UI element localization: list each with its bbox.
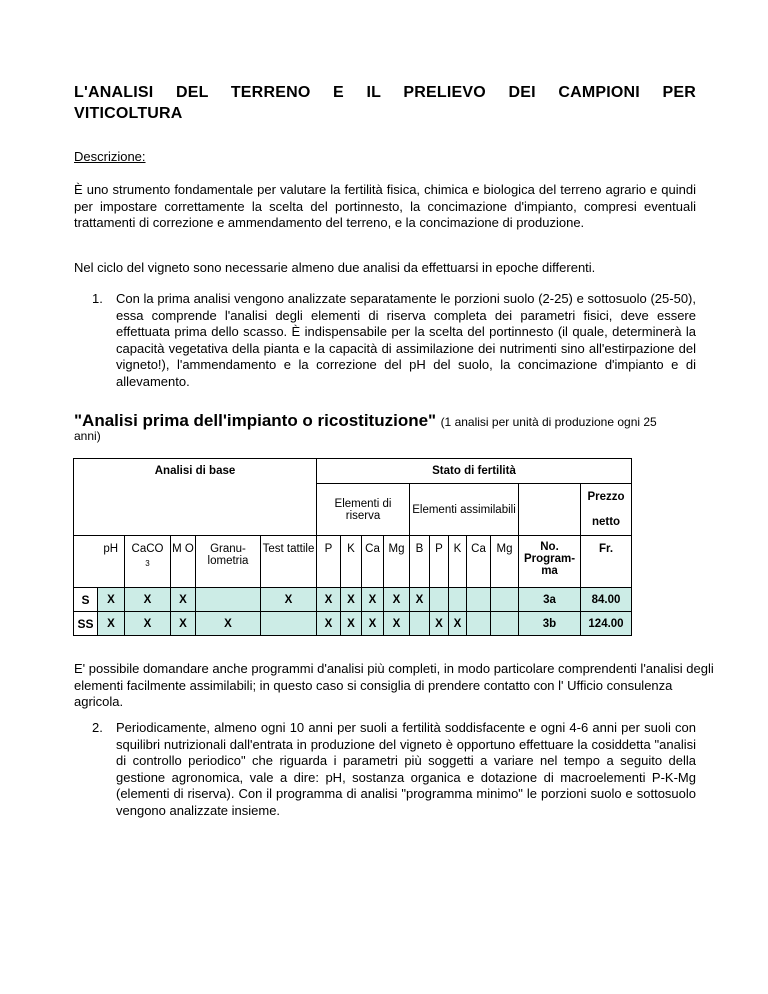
section-note: (1 analisi per unità di produzione ogni 25 (440, 415, 657, 429)
cell-fr: 84.00 (581, 588, 632, 612)
header-elementi-assimilabili: Elementi assimilabili (410, 484, 519, 536)
analysis-table (73, 458, 632, 636)
col-caco3 (125, 536, 171, 588)
col-assimilabili-ca: Ca (467, 536, 491, 588)
header-elementi-riserva: Elementi di riserva (317, 484, 410, 536)
col-mo: M O (171, 536, 196, 588)
col-assimilabili-k: K (449, 536, 467, 588)
cell-assimilabili-p (430, 588, 449, 612)
cell-granulometria: X (196, 612, 261, 636)
col-caco-label: CaCO (131, 543, 164, 555)
cell-ph: X (98, 588, 125, 612)
col-granulometria: Granu-lometria (196, 536, 261, 588)
header-prezzo: Prezzo (581, 484, 632, 510)
col-riserva-ca: Ca (362, 536, 384, 588)
col-fr: Fr. (581, 536, 632, 588)
cell-assimilabili-k: X (449, 612, 467, 636)
list-text: Con la prima analisi vengono analizzate separatamente le porzioni suolo (2-25) e sottosuolo (25-50), essa comprende l'analisi degli elementi di riserva completa dei parametri fisici, deve essere effettuata prima dello scasso. È indispensabile per la scelta del portinnesto (il quale, determinerà la capacità vegetativa della pianta e la capacità di assimilazione dei nutrimenti sino all'estirpazione del vigneto!), l'ammendamento e la correzione del pH del suolo, la concimazione d'impianto e di allevamento. (116, 291, 696, 389)
cell-riserva-k: X (341, 612, 362, 636)
cell-caco3: X (125, 588, 171, 612)
col-riserva-mg: Mg (384, 536, 410, 588)
cell-no-programma: 3a (519, 588, 581, 612)
page-title-line1: L'ANALISI DEL TERRENO E IL PRELIEVO DEI CAMPIONI PER (74, 84, 696, 101)
section-heading (74, 412, 696, 431)
col-assimilabili-mg: Mg (491, 536, 519, 588)
col-riserva-k: K (341, 536, 362, 588)
header-stato-fertilita: Stato di fertilità (317, 459, 632, 484)
cell-ph: X (98, 612, 125, 636)
section-title: "Analisi prima dell'impianto o ricostituzione" (74, 411, 437, 430)
header-spacer (519, 484, 581, 536)
col-test-tattile: Test tattile (261, 536, 317, 588)
cell-test-tattile: X (261, 588, 317, 612)
header-analisi-di-base: Analisi di base (74, 459, 317, 484)
header-corner (74, 536, 98, 588)
cell-riserva-ca: X (362, 588, 384, 612)
cell-riserva-k: X (341, 588, 362, 612)
cell-assimilabili-p: X (430, 612, 449, 636)
cell-b (410, 612, 430, 636)
cell-riserva-p: X (317, 588, 341, 612)
paragraph-intro: È uno strumento fondamentale per valutare la fertilità fisica, chimica e biologica del terreno agrario e quindi per impostare correttamente la scelta del portinnesto, la concimazione d'impianto, compresi eventuali trattamenti di correzione e ammendamento del terreno, e la concimazione di produzione. (74, 182, 696, 230)
list-text: Periodicamente, almeno ogni 10 anni per suoli a fertilità soddisfacente e ogni 4-6 anni per suoli con squilibri nutrizionali dall'entrata in produzione del vigneto è opportuno effettuare la cosiddetta "analisi di controllo periodico" che riguarda i parametri più soggetti a variare nel tempo a seguito della gestione agronomica, vale a dire: pH, sostanza organica e dotazione di macroelementi P-K-Mg (elementi di riserva). Con il programma di analisi "programma minimo" le porzioni suolo e sottosuolo vengono analizzate insieme. (116, 720, 696, 818)
cell-b: X (410, 588, 430, 612)
cell-riserva-p: X (317, 612, 341, 636)
cell-assimilabili-ca (467, 588, 491, 612)
header-netto: netto (581, 510, 632, 536)
cell-riserva-mg: X (384, 612, 410, 636)
paragraph-after-table: E' possibile domandare anche programmi d'analisi più completi, in modo particolare comprendenti l'analisi degli elementi facilmente assimilabili; in questo caso si consiglia di prendere contatto con l' Ufficio consulenza agricola. (74, 661, 714, 709)
row-label: SS (74, 612, 98, 636)
list-number: 2. (92, 720, 103, 735)
col-b: B (410, 536, 430, 588)
cell-granulometria (196, 588, 261, 612)
cell-assimilabili-k (449, 588, 467, 612)
col-assimilabili-p: P (430, 536, 449, 588)
row-label: S (74, 588, 98, 612)
page-title-line2: VITICOLTURA (74, 105, 183, 122)
list-number: 1. (92, 291, 103, 306)
description-heading: Descrizione: (74, 149, 146, 164)
cell-assimilabili-mg (491, 588, 519, 612)
cell-mo: X (171, 612, 196, 636)
cell-no-programma: 3b (519, 612, 581, 636)
cell-caco3: X (125, 612, 171, 636)
cell-mo: X (171, 588, 196, 612)
paragraph-cycle: Nel ciclo del vigneto sono necessarie almeno due analisi da effettuarsi in epoche differenti. (74, 260, 596, 275)
cell-riserva-mg: X (384, 588, 410, 612)
table-row (74, 612, 632, 636)
list-item (92, 291, 696, 390)
list-item (92, 720, 696, 819)
col-ph: pH (98, 536, 125, 588)
col-riserva-p: P (317, 536, 341, 588)
header-blank (74, 484, 317, 536)
table-row (74, 588, 632, 612)
cell-riserva-ca: X (362, 612, 384, 636)
col-no-programma: No. Program-ma (519, 536, 581, 588)
cell-assimilabili-mg (491, 612, 519, 636)
cell-test-tattile (261, 612, 317, 636)
section-note-cont: anni) (74, 429, 101, 443)
cell-fr: 124.00 (581, 612, 632, 636)
cell-assimilabili-ca (467, 612, 491, 636)
col-caco-subscript: 3 (145, 559, 150, 568)
